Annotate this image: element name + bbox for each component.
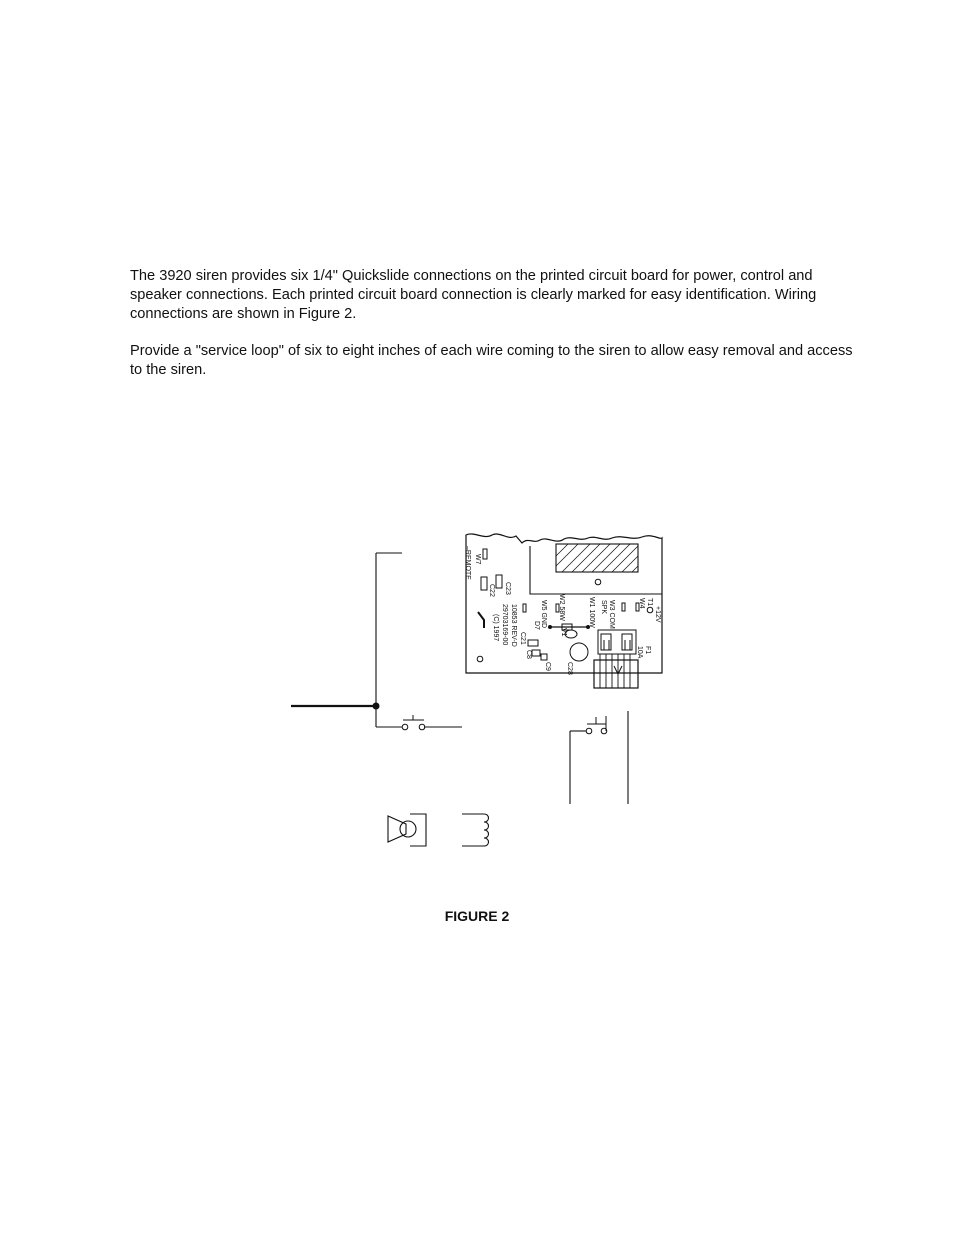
heatsink-tray <box>530 546 662 594</box>
figure-caption: FIGURE 2 <box>444 908 510 924</box>
label-board-number: 10853 REV-D <box>510 604 517 647</box>
capacitor-c23 <box>496 575 502 588</box>
label-c21: C21 <box>519 632 526 645</box>
label-c28: C28 <box>566 662 573 675</box>
label-c22: C22 <box>488 584 495 597</box>
logo-mark <box>478 612 484 628</box>
label-v1: V1 <box>560 628 567 637</box>
label-c9: C9 <box>544 662 551 671</box>
label-copyright: (C) 1997 <box>492 614 499 642</box>
pushbutton-switch <box>402 715 425 730</box>
label-w4: W4 <box>638 598 645 609</box>
label-c23: C23 <box>504 582 511 595</box>
external-wiring <box>291 553 628 804</box>
label-12v: +12V <box>654 606 661 623</box>
label-w2: W2 58W <box>558 594 565 621</box>
label-t1: T1 <box>646 598 653 607</box>
pushbutton-switch <box>586 716 607 734</box>
capacitor-c22 <box>481 577 487 590</box>
wire-junction <box>373 703 380 710</box>
mounting-hole <box>647 607 653 613</box>
label-spk: SPK <box>600 600 607 615</box>
service-loop-paragraph: Provide a "service loop" of six to eight inches of each wire coming to the siren to allow easy removal and access to the siren. <box>130 343 853 378</box>
capacitor-c8 <box>532 650 540 656</box>
figure-caption-wrap <box>0 908 954 924</box>
label-w1: W1 100W <box>588 597 595 628</box>
label-f1: F1 <box>644 646 651 655</box>
mounting-hole <box>595 579 601 585</box>
heatsink-hatch <box>556 544 638 572</box>
capacitor-c28 <box>570 643 588 661</box>
label-c8: C8 <box>525 650 532 659</box>
label-w3: W3 COM <box>608 600 615 629</box>
terminal-w7 <box>483 549 487 559</box>
label-fuse-rating: 10A <box>636 646 643 659</box>
label-remote: –REMOTE <box>464 546 471 580</box>
speaker-icon <box>388 814 426 846</box>
label-w5: W5 GND <box>540 600 547 628</box>
coil-icon <box>462 814 489 846</box>
mounting-hole <box>477 656 483 662</box>
quickslide-connector <box>594 660 638 688</box>
label-w7: W7 <box>474 554 481 565</box>
intro-paragraph: The 3920 siren provides six 1/4" Quickslide connections on the printed circuit board for power, control and speaker connections. Each printed circuit board connection is clearly marked for easy identification. Wiring connections are shown in Figure 2. <box>130 268 817 322</box>
capacitor-c9 <box>541 654 547 660</box>
label-d7: D7 <box>533 621 540 630</box>
capacitor-c21 <box>528 640 538 646</box>
label-part-number: 29703169-00 <box>501 604 508 646</box>
